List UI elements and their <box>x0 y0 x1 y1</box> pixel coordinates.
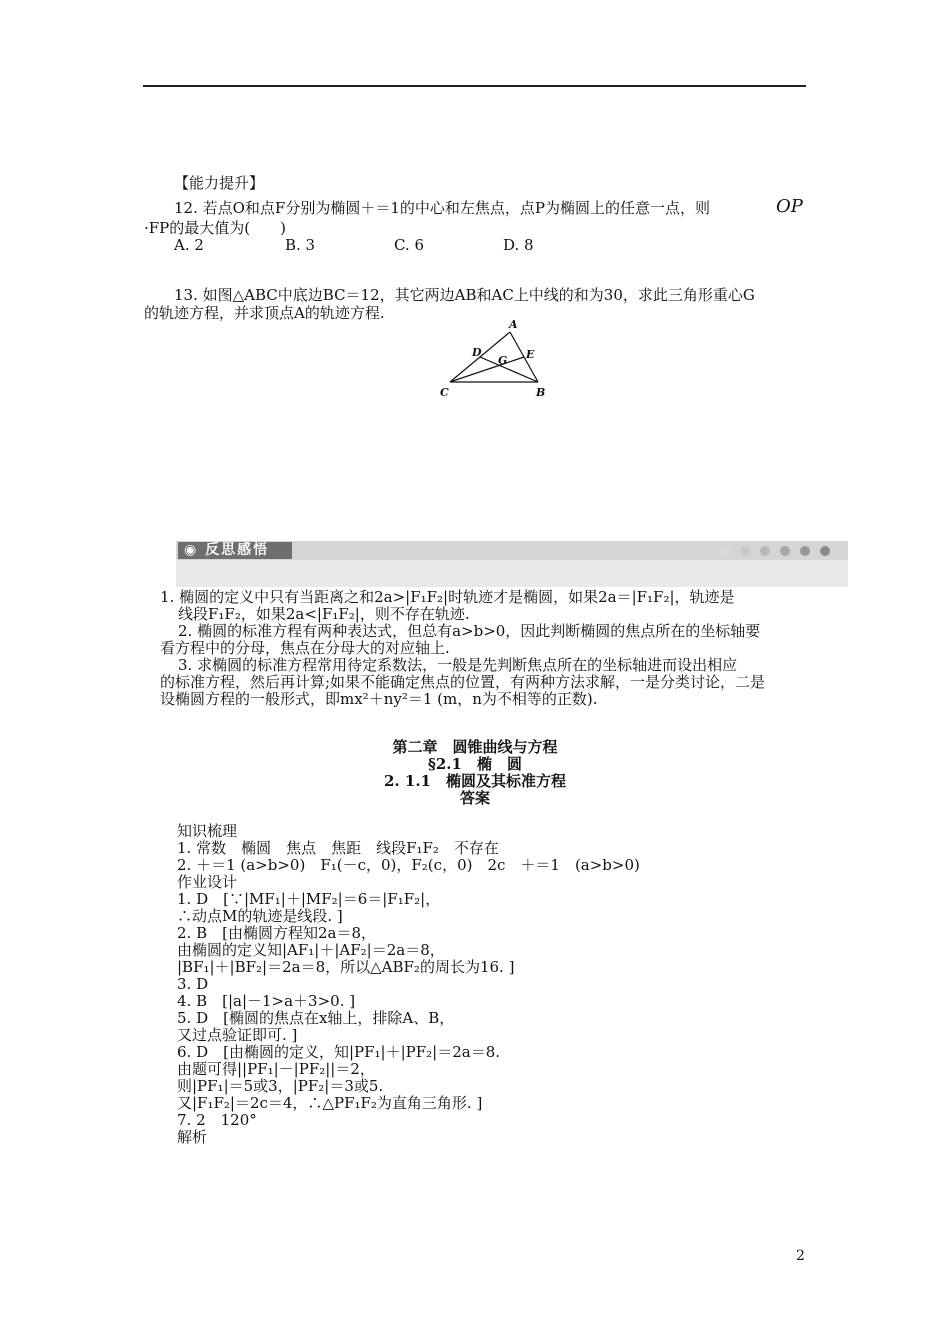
banner-dot <box>780 546 790 556</box>
reflection-line: 3. 求椭圆的标准方程常用待定系数法，一般是先判断焦点所在的坐标轴进而设出相应 <box>178 656 738 674</box>
reflection-title: ◉ 反思感悟 <box>178 542 292 559</box>
answer-line: 4. B [|a|－1>a＋3>0. ] <box>177 992 356 1010</box>
reflection-line: 1. 椭圆的定义中只有当距离之和2a>|F₁F₂|时轨迹才是椭圆，如果2a＝|F₁F₂|，轨迹是 <box>160 588 735 606</box>
answer-line: 6. D [由椭圆的定义，知|PF₁|＋|PF₂|＝2a＝8. <box>177 1043 500 1061</box>
triangle-figure <box>436 316 546 402</box>
option-c: C. 6 <box>394 236 425 254</box>
answer-line: ∴动点M的轨迹是线段. ] <box>177 907 343 925</box>
exercise-13-line1: 13. 如图△ABC中底边BC＝12，其它两边AB和AC上中线的和为30，求此三角形重心G <box>174 286 755 304</box>
answer-line: 又|F₁F₂|＝2c＝4，∴△PF₁F₂为直角三角形. ] <box>177 1094 483 1112</box>
exercise-13-line2: 的轨迹方程，并求顶点A的轨迹方程. <box>144 304 385 322</box>
answer-line: 1. 常数 椭圆 焦点 焦距 线段F₁F₂ 不存在 <box>177 839 499 857</box>
answer-line: |BF₁|＋|BF₂|＝2a＝8，所以△ABF₂的周长为16. ] <box>177 958 515 976</box>
banner-dot <box>760 546 770 556</box>
answer-line: 解析 <box>177 1128 208 1146</box>
banner-dot <box>820 546 830 556</box>
answer-line: 2. ＋＝1 (a>b>0) F₁(－c，0)，F₂(c，0) 2c ＋＝1 (a>b>0) <box>177 856 640 874</box>
reflection-line: 的标准方程，然后再计算;如果不能确定焦点的位置，有两种方法求解，一是分类讨论，二是 <box>160 673 766 691</box>
label-e: E <box>526 348 535 361</box>
answer-line: 7. 2 120° <box>177 1111 257 1129</box>
answer-line: 由题可得||PF₁|－|PF₂||＝2， <box>177 1060 375 1078</box>
reflection-line: 看方程中的分母，焦点在分母大的对应轴上. <box>160 639 450 657</box>
section-title: §2.1 椭 圆 <box>428 755 522 773</box>
answer-line: 3. D <box>177 975 209 993</box>
label-g: G <box>498 354 508 367</box>
banner-dot <box>740 546 750 556</box>
page-number: 2 <box>796 1248 805 1264</box>
answer-line: 知识梳理 <box>177 822 238 840</box>
option-a: A. 2 <box>174 236 204 254</box>
answer-line: 2. B [由椭圆方程知2a＝8， <box>177 924 376 942</box>
reflection-line: 设椭圆方程的一般形式，即mx²＋ny²＝1 (m，n为不相等的正数). <box>160 690 598 708</box>
banner-dot <box>800 546 810 556</box>
subsection-title: 2. 1.1 椭圆及其标准方程 <box>384 772 566 790</box>
answer-line: 又过点验证即可. ] <box>177 1026 298 1044</box>
answer-line: 1. D [∵|MF₁|＋|MF₂|＝6＝|F₁F₂|， <box>177 890 441 908</box>
label-c: C <box>440 386 449 399</box>
section-tag-ability: 【能力提升】 <box>174 174 265 192</box>
answers-heading: 答案 <box>459 789 490 807</box>
median-ce <box>450 357 524 382</box>
exercise-12-line1: 12. 若点O和点F分别为椭圆＋＝1的中心和左焦点，点P为椭圆上的任意一点，则 <box>174 199 710 217</box>
option-d: D. 8 <box>503 236 534 254</box>
exercise-12-line2: ·FP的最大值为( ) <box>144 219 286 237</box>
answer-line: 则|PF₁|＝5或3，|PF₂|＝3或5. <box>177 1077 384 1095</box>
header-rule <box>143 85 806 87</box>
reflection-line: 2. 椭圆的标准方程有两种表达式，但总有a>b>0，因此判断椭圆的焦点所在的坐标轴要 <box>178 622 761 640</box>
vector-op: OP <box>776 196 803 217</box>
answer-line: 5. D [椭圆的焦点在x轴上，排除A、B， <box>177 1009 455 1027</box>
answer-line: 作业设计 <box>177 873 238 891</box>
label-b: B <box>536 386 546 399</box>
answer-line: 由椭圆的定义知|AF₁|＋|AF₂|＝2a＝8， <box>177 941 445 959</box>
label-d: D <box>472 346 482 359</box>
label-a: A <box>509 318 518 331</box>
chapter-title: 第二章 圆锥曲线与方程 <box>392 738 558 756</box>
option-b: B. 3 <box>285 236 316 254</box>
banner-dot <box>720 546 730 556</box>
reflection-line: 线段F₁F₂，如果2a<|F₁F₂|，则不存在轨迹. <box>178 605 470 623</box>
